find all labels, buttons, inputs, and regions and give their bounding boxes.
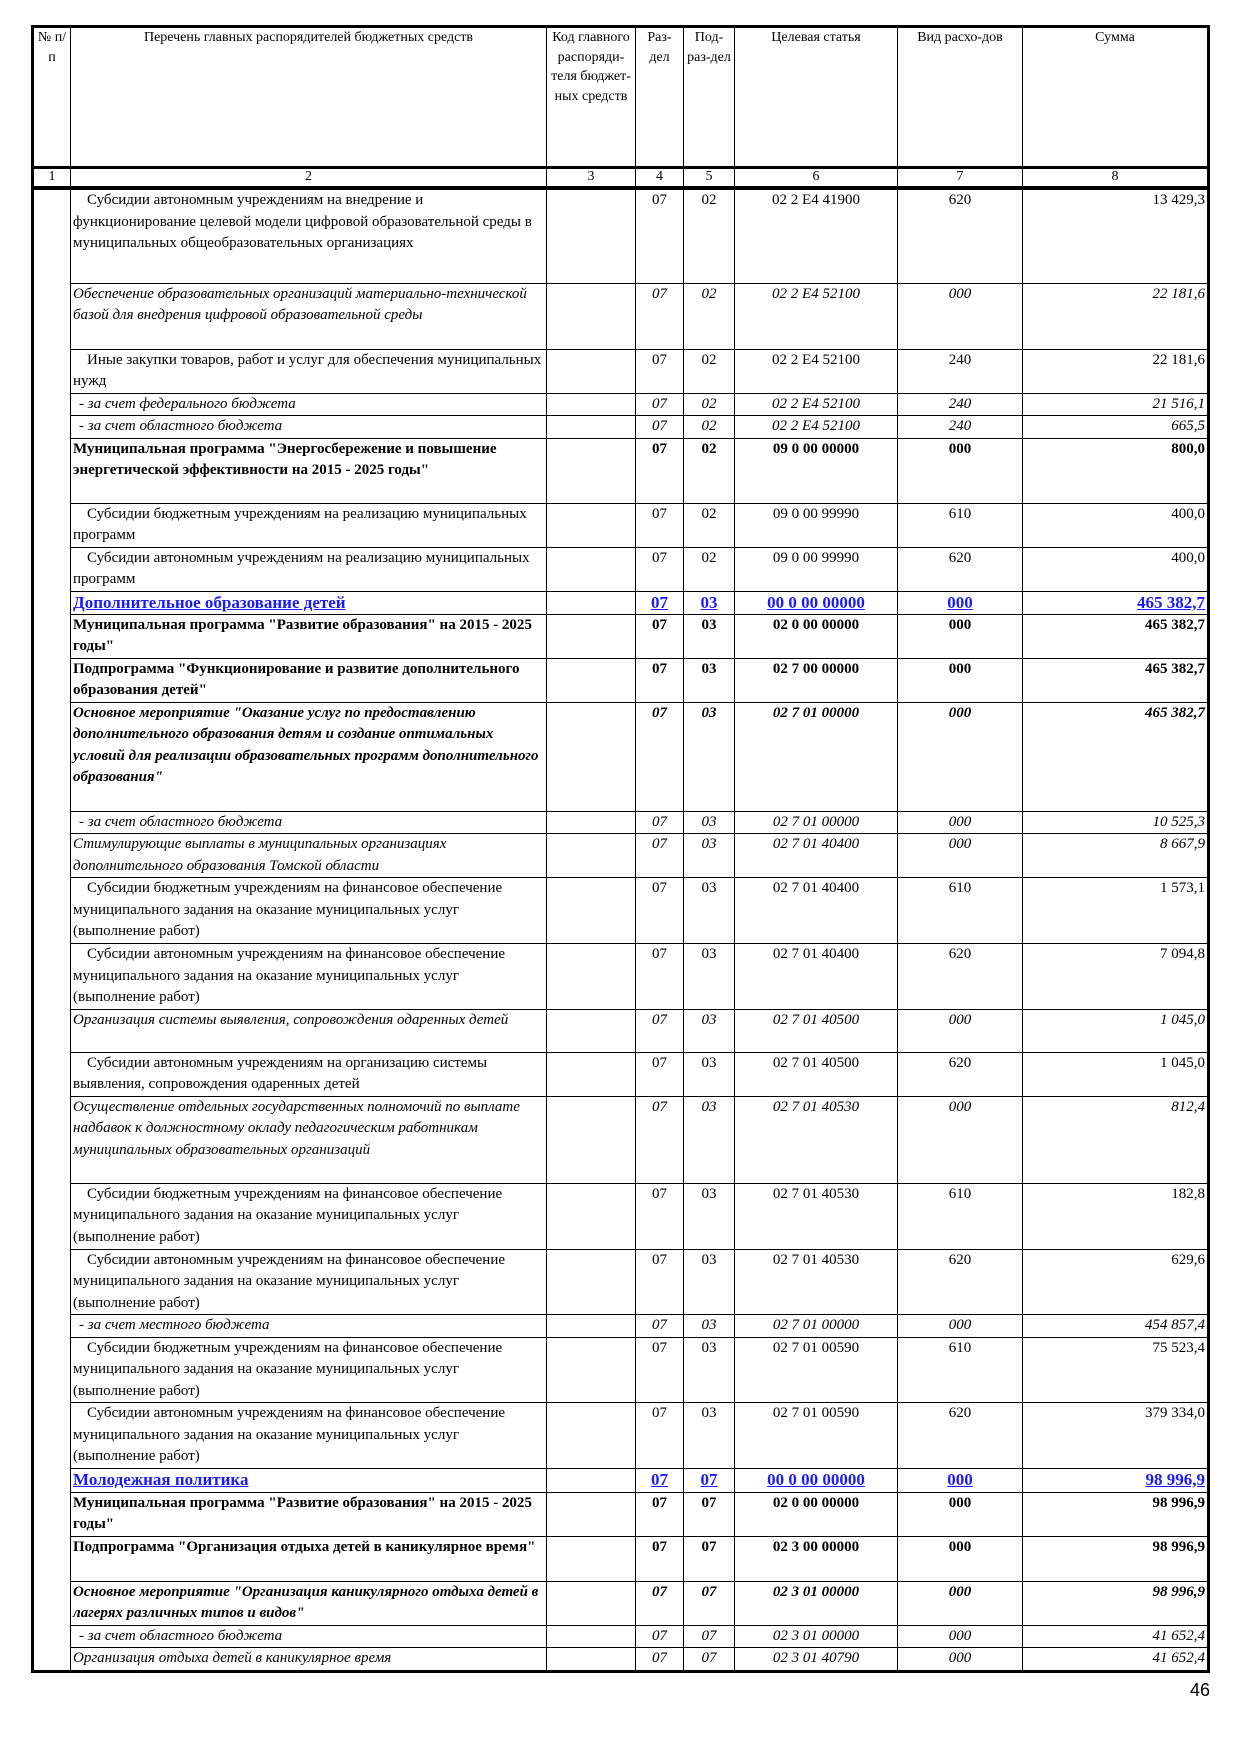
target-article-cell: 02 7 01 00000 [735, 811, 898, 834]
table-row [33, 283, 1209, 349]
razdel-cell: 07 [636, 393, 684, 416]
sum-cell: 465 382,7 [1023, 702, 1209, 811]
expense-type-cell: 000 [898, 702, 1023, 811]
table-row [33, 547, 1209, 591]
podrazdel-cell: 02 [684, 283, 735, 349]
col-num: 2 [71, 168, 547, 189]
item-name: Муниципальная программа "Развитие образования" на 2015 - 2025 годы" [71, 1492, 547, 1536]
table-row [33, 1096, 1209, 1183]
table-row [33, 1625, 1209, 1648]
sum-cell: 7 094,8 [1023, 944, 1209, 1010]
code-cell [547, 944, 636, 1010]
expense-type-cell: 000 [898, 283, 1023, 349]
table-row [33, 1468, 1209, 1492]
table-row [33, 1492, 1209, 1536]
podrazdel-cell: 03 [684, 614, 735, 658]
expense-type-cell: 000 [898, 614, 1023, 658]
budget-table [31, 25, 1210, 1673]
table-row [33, 349, 1209, 393]
target-article-cell: 00 0 00 00000 [735, 591, 898, 614]
razdel-cell: 07 [636, 1249, 684, 1315]
header-sum: Сумма [1023, 27, 1209, 168]
header-podrazdel: Под-раз-дел [684, 27, 735, 168]
podrazdel-cell: 03 [684, 1052, 735, 1096]
expense-type-cell: 000 [898, 1625, 1023, 1648]
sum-cell: 98 996,9 [1023, 1492, 1209, 1536]
code-cell [547, 878, 636, 944]
table-row [33, 1403, 1209, 1469]
razdel-cell: 07 [636, 1315, 684, 1338]
code-cell [547, 614, 636, 658]
razdel-cell: 07 [636, 1337, 684, 1403]
expense-type-cell: 610 [898, 1183, 1023, 1249]
podrazdel-cell: 02 [684, 503, 735, 547]
target-article-cell: 02 7 01 40400 [735, 944, 898, 1010]
podrazdel-cell: 03 [684, 944, 735, 1010]
table-row [33, 1648, 1209, 1672]
razdel-cell: 07 [636, 1536, 684, 1581]
podrazdel-cell: 03 [684, 1096, 735, 1183]
sum-cell: 22 181,6 [1023, 349, 1209, 393]
expense-type-cell: 000 [898, 658, 1023, 702]
item-name: Муниципальная программа "Энергосбережение и повышение энергетической эффективности на 2015 - 2025 годы" [71, 438, 547, 503]
expense-type-cell: 000 [898, 1581, 1023, 1625]
podrazdel-cell: 03 [684, 1009, 735, 1052]
item-name: - за счет областного бюджета [71, 811, 547, 834]
col-num: 5 [684, 168, 735, 189]
item-name: - за счет местного бюджета [71, 1315, 547, 1338]
target-article-cell: 02 2 E4 52100 [735, 349, 898, 393]
item-name: Обеспечение образовательных организаций материально-технической базой для внедрения цифровой образовательной среды [71, 283, 547, 349]
podrazdel-cell: 03 [684, 1315, 735, 1338]
expense-type-cell: 000 [898, 1096, 1023, 1183]
col-num: 7 [898, 168, 1023, 189]
header-row [33, 27, 1209, 168]
razdel-cell: 07 [636, 1648, 684, 1672]
razdel-cell: 07 [636, 1183, 684, 1249]
table-row [33, 1581, 1209, 1625]
podrazdel-cell: 07 [684, 1625, 735, 1648]
podrazdel-cell: 02 [684, 349, 735, 393]
sum-cell: 182,8 [1023, 1183, 1209, 1249]
header-name: Перечень главных распорядителей бюджетных средств [71, 27, 547, 168]
table-row [33, 614, 1209, 658]
razdel-cell: 07 [636, 614, 684, 658]
expense-type-cell: 620 [898, 188, 1023, 283]
code-cell [547, 1536, 636, 1581]
razdel-cell: 07 [636, 283, 684, 349]
item-name: Субсидии автономным учреждениям на финансовое обеспечение муниципального задания на оказание муниципальных услуг (выполнение работ) [71, 1249, 547, 1315]
sum-cell: 465 382,7 [1023, 658, 1209, 702]
sum-cell: 379 334,0 [1023, 1403, 1209, 1469]
code-cell [547, 1403, 636, 1469]
target-article-cell: 02 7 01 40530 [735, 1096, 898, 1183]
code-cell [547, 503, 636, 547]
code-cell [547, 349, 636, 393]
sum-cell: 400,0 [1023, 503, 1209, 547]
code-cell [547, 438, 636, 503]
podrazdel-cell: 03 [684, 1337, 735, 1403]
sum-cell: 400,0 [1023, 547, 1209, 591]
expense-type-cell: 000 [898, 438, 1023, 503]
item-name: Основное мероприятие "Организация каникулярного отдыха детей в лагерях различных типов и видов" [71, 1581, 547, 1625]
razdel-cell: 07 [636, 811, 684, 834]
code-cell [547, 811, 636, 834]
item-name: Иные закупки товаров, работ и услуг для обеспечения муниципальных нужд [71, 349, 547, 393]
item-name: Осуществление отдельных государственных полномочий по выплате надбавок к должностному окладу педагогическим работникам муниципальных образовательных организаций [71, 1096, 547, 1183]
table-row [33, 591, 1209, 614]
sum-cell: 98 996,9 [1023, 1468, 1209, 1492]
table-row [33, 438, 1209, 503]
podrazdel-cell: 03 [684, 591, 735, 614]
target-article-cell: 02 7 01 00590 [735, 1337, 898, 1403]
podrazdel-cell: 03 [684, 878, 735, 944]
table-row [33, 1183, 1209, 1249]
table-row [33, 1536, 1209, 1581]
code-cell [547, 1315, 636, 1338]
page-number: 46 [1190, 1680, 1211, 1700]
target-article-cell: 02 7 01 00590 [735, 1403, 898, 1469]
row-number-cell [33, 188, 71, 1671]
item-name: Стимулирующие выплаты в муниципальных организациях дополнительного образования Томской области [71, 834, 547, 878]
sum-cell: 465 382,7 [1023, 614, 1209, 658]
item-name: Молодежная политика [71, 1468, 547, 1492]
col-num: 8 [1023, 168, 1209, 189]
col-num: 6 [735, 168, 898, 189]
target-article-cell: 02 3 01 00000 [735, 1581, 898, 1625]
table-body [33, 188, 1209, 1671]
expense-type-cell: 620 [898, 1403, 1023, 1469]
table-row [33, 1337, 1209, 1403]
sum-cell: 665,5 [1023, 416, 1209, 439]
razdel-cell: 07 [636, 1468, 684, 1492]
table-row [33, 1009, 1209, 1052]
expense-type-cell: 610 [898, 878, 1023, 944]
expense-type-cell: 610 [898, 1337, 1023, 1403]
podrazdel-cell: 07 [684, 1648, 735, 1672]
target-article-cell: 09 0 00 00000 [735, 438, 898, 503]
razdel-cell: 07 [636, 438, 684, 503]
razdel-cell: 07 [636, 1581, 684, 1625]
expense-type-cell: 610 [898, 503, 1023, 547]
code-cell [547, 1581, 636, 1625]
target-article-cell: 02 7 00 00000 [735, 658, 898, 702]
razdel-cell: 07 [636, 416, 684, 439]
code-cell [547, 188, 636, 283]
sum-cell: 21 516,1 [1023, 393, 1209, 416]
expense-type-cell: 000 [898, 1648, 1023, 1672]
sum-cell: 1 045,0 [1023, 1009, 1209, 1052]
podrazdel-cell: 07 [684, 1536, 735, 1581]
item-name: Муниципальная программа "Развитие образования" на 2015 - 2025 годы" [71, 614, 547, 658]
code-cell [547, 1337, 636, 1403]
code-cell [547, 1249, 636, 1315]
item-name: - за счет областного бюджета [71, 1625, 547, 1648]
expense-type-cell: 000 [898, 834, 1023, 878]
podrazdel-cell: 02 [684, 438, 735, 503]
target-article-cell: 02 2 E4 52100 [735, 283, 898, 349]
sum-cell: 812,4 [1023, 1096, 1209, 1183]
table-row [33, 658, 1209, 702]
target-article-cell: 09 0 00 99990 [735, 503, 898, 547]
expense-type-cell: 000 [898, 1536, 1023, 1581]
item-name: Подпрограмма "Организация отдыха детей в каникулярное время" [71, 1536, 547, 1581]
sum-cell: 10 525,3 [1023, 811, 1209, 834]
podrazdel-cell: 02 [684, 188, 735, 283]
razdel-cell: 07 [636, 702, 684, 811]
podrazdel-cell: 07 [684, 1468, 735, 1492]
target-article-cell: 02 3 00 00000 [735, 1536, 898, 1581]
code-cell [547, 834, 636, 878]
table-row [33, 416, 1209, 439]
razdel-cell: 07 [636, 944, 684, 1010]
item-name: Субсидии бюджетным учреждениям на финансовое обеспечение муниципального задания на оказание муниципальных услуг (выполнение работ) [71, 1337, 547, 1403]
target-article-cell: 00 0 00 00000 [735, 1468, 898, 1492]
item-name: Субсидии автономным учреждениям на финансовое обеспечение муниципального задания на оказание муниципальных услуг (выполнение работ) [71, 1403, 547, 1469]
col-num: 1 [33, 168, 71, 189]
expense-type-cell: 000 [898, 1009, 1023, 1052]
header-number: № п/п [33, 27, 71, 168]
code-cell [547, 283, 636, 349]
expense-type-cell: 620 [898, 547, 1023, 591]
sum-cell: 41 652,4 [1023, 1648, 1209, 1672]
table-row [33, 1052, 1209, 1096]
target-article-cell: 02 0 00 00000 [735, 1492, 898, 1536]
code-cell [547, 1492, 636, 1536]
target-article-cell: 02 7 01 40500 [735, 1052, 898, 1096]
expense-type-cell: 000 [898, 591, 1023, 614]
table-row [33, 878, 1209, 944]
sum-cell: 22 181,6 [1023, 283, 1209, 349]
code-cell [547, 1009, 636, 1052]
code-cell [547, 591, 636, 614]
item-name: Дополнительное образование детей [71, 591, 547, 614]
expense-type-cell: 000 [898, 1492, 1023, 1536]
target-article-cell: 02 2 E4 41900 [735, 188, 898, 283]
podrazdel-cell: 07 [684, 1492, 735, 1536]
target-article-cell: 02 7 01 40530 [735, 1183, 898, 1249]
sum-cell: 1 573,1 [1023, 878, 1209, 944]
expense-type-cell: 000 [898, 1315, 1023, 1338]
code-cell [547, 1468, 636, 1492]
target-article-cell: 02 0 00 00000 [735, 614, 898, 658]
target-article-cell: 02 7 01 40500 [735, 1009, 898, 1052]
razdel-cell: 07 [636, 188, 684, 283]
item-name: Субсидии бюджетным учреждениям на реализацию муниципальных программ [71, 503, 547, 547]
razdel-cell: 07 [636, 591, 684, 614]
podrazdel-cell: 03 [684, 834, 735, 878]
sum-cell: 8 667,9 [1023, 834, 1209, 878]
razdel-cell: 07 [636, 1009, 684, 1052]
table-row [33, 1249, 1209, 1315]
target-article-cell: 09 0 00 99990 [735, 547, 898, 591]
item-name: Субсидии автономным учреждениям на внедрение и функционирование целевой модели цифровой образовательной среды в муниципальных общеобразовательных организациях [71, 188, 547, 283]
razdel-cell: 07 [636, 834, 684, 878]
code-cell [547, 658, 636, 702]
code-cell [547, 1648, 636, 1672]
sum-cell: 629,6 [1023, 1249, 1209, 1315]
expense-type-cell: 240 [898, 393, 1023, 416]
razdel-cell: 07 [636, 1052, 684, 1096]
item-name: Организация системы выявления, сопровождения одаренных детей [71, 1009, 547, 1052]
code-cell [547, 1183, 636, 1249]
podrazdel-cell: 03 [684, 1403, 735, 1469]
code-cell [547, 702, 636, 811]
code-cell [547, 1052, 636, 1096]
podrazdel-cell: 03 [684, 811, 735, 834]
table-row [33, 834, 1209, 878]
header-target: Целевая статья [735, 27, 898, 168]
target-article-cell: 02 7 01 00000 [735, 1315, 898, 1338]
sum-cell: 800,0 [1023, 438, 1209, 503]
target-article-cell: 02 7 01 40400 [735, 834, 898, 878]
expense-type-cell: 620 [898, 944, 1023, 1010]
podrazdel-cell: 03 [684, 1183, 735, 1249]
sum-cell: 1 045,0 [1023, 1052, 1209, 1096]
col-num: 4 [636, 168, 684, 189]
header-code: Код главного распоряди-теля бюджет-ных средств [547, 27, 636, 168]
expense-type-cell: 620 [898, 1249, 1023, 1315]
target-article-cell: 02 3 01 40790 [735, 1648, 898, 1672]
razdel-cell: 07 [636, 658, 684, 702]
sum-cell: 98 996,9 [1023, 1581, 1209, 1625]
sum-cell: 454 857,4 [1023, 1315, 1209, 1338]
table-row [33, 811, 1209, 834]
podrazdel-cell: 02 [684, 547, 735, 591]
razdel-cell: 07 [636, 1625, 684, 1648]
target-article-cell: 02 2 E4 52100 [735, 416, 898, 439]
column-number-row [33, 168, 1209, 189]
item-name: Субсидии бюджетным учреждениям на финансовое обеспечение муниципального задания на оказание муниципальных услуг (выполнение работ) [71, 878, 547, 944]
target-article-cell: 02 3 01 00000 [735, 1625, 898, 1648]
header-vid: Вид расхо-дов [898, 27, 1023, 168]
target-article-cell: 02 7 01 40530 [735, 1249, 898, 1315]
item-name: Организация отдыха детей в каникулярное время [71, 1648, 547, 1672]
expense-type-cell: 240 [898, 349, 1023, 393]
expense-type-cell: 000 [898, 1468, 1023, 1492]
target-article-cell: 02 7 01 40400 [735, 878, 898, 944]
table-row [33, 393, 1209, 416]
code-cell [547, 547, 636, 591]
code-cell [547, 416, 636, 439]
expense-type-cell: 000 [898, 811, 1023, 834]
razdel-cell: 07 [636, 349, 684, 393]
code-cell [547, 1625, 636, 1648]
item-name: Субсидии автономным учреждениям на организацию системы выявления, сопровождения одаренных детей [71, 1052, 547, 1096]
sum-cell: 98 996,9 [1023, 1536, 1209, 1581]
target-article-cell: 02 2 E4 52100 [735, 393, 898, 416]
sum-cell: 41 652,4 [1023, 1625, 1209, 1648]
target-article-cell: 02 7 01 00000 [735, 702, 898, 811]
razdel-cell: 07 [636, 878, 684, 944]
sum-cell: 75 523,4 [1023, 1337, 1209, 1403]
expense-type-cell: 240 [898, 416, 1023, 439]
code-cell [547, 393, 636, 416]
item-name: Субсидии автономным учреждениям на реализацию муниципальных программ [71, 547, 547, 591]
razdel-cell: 07 [636, 1096, 684, 1183]
razdel-cell: 07 [636, 1492, 684, 1536]
podrazdel-cell: 03 [684, 702, 735, 811]
item-name: Основное мероприятие "Оказание услуг по предоставлению дополнительного образования детям и создание оптимальных условий для реализации образовательных программ дополнительного образования" [71, 702, 547, 811]
sum-cell: 13 429,3 [1023, 188, 1209, 283]
code-cell [547, 1096, 636, 1183]
razdel-cell: 07 [636, 503, 684, 547]
podrazdel-cell: 03 [684, 1249, 735, 1315]
expense-type-cell: 620 [898, 1052, 1023, 1096]
table-row [33, 702, 1209, 811]
item-name: Субсидии автономным учреждениям на финансовое обеспечение муниципального задания на оказание муниципальных услуг (выполнение работ) [71, 944, 547, 1010]
podrazdel-cell: 07 [684, 1581, 735, 1625]
item-name: - за счет федерального бюджета [71, 393, 547, 416]
table-row [33, 188, 1209, 283]
item-name: Подпрограмма "Функционирование и развитие дополнительного образования детей" [71, 658, 547, 702]
podrazdel-cell: 02 [684, 393, 735, 416]
table-row [33, 1315, 1209, 1338]
header-razdel: Раз-дел [636, 27, 684, 168]
item-name: - за счет областного бюджета [71, 416, 547, 439]
razdel-cell: 07 [636, 1403, 684, 1469]
table-row [33, 503, 1209, 547]
podrazdel-cell: 03 [684, 658, 735, 702]
col-num: 3 [547, 168, 636, 189]
razdel-cell: 07 [636, 547, 684, 591]
table-row [33, 944, 1209, 1010]
item-name: Субсидии бюджетным учреждениям на финансовое обеспечение муниципального задания на оказание муниципальных услуг (выполнение работ) [71, 1183, 547, 1249]
podrazdel-cell: 02 [684, 416, 735, 439]
sum-cell: 465 382,7 [1023, 591, 1209, 614]
